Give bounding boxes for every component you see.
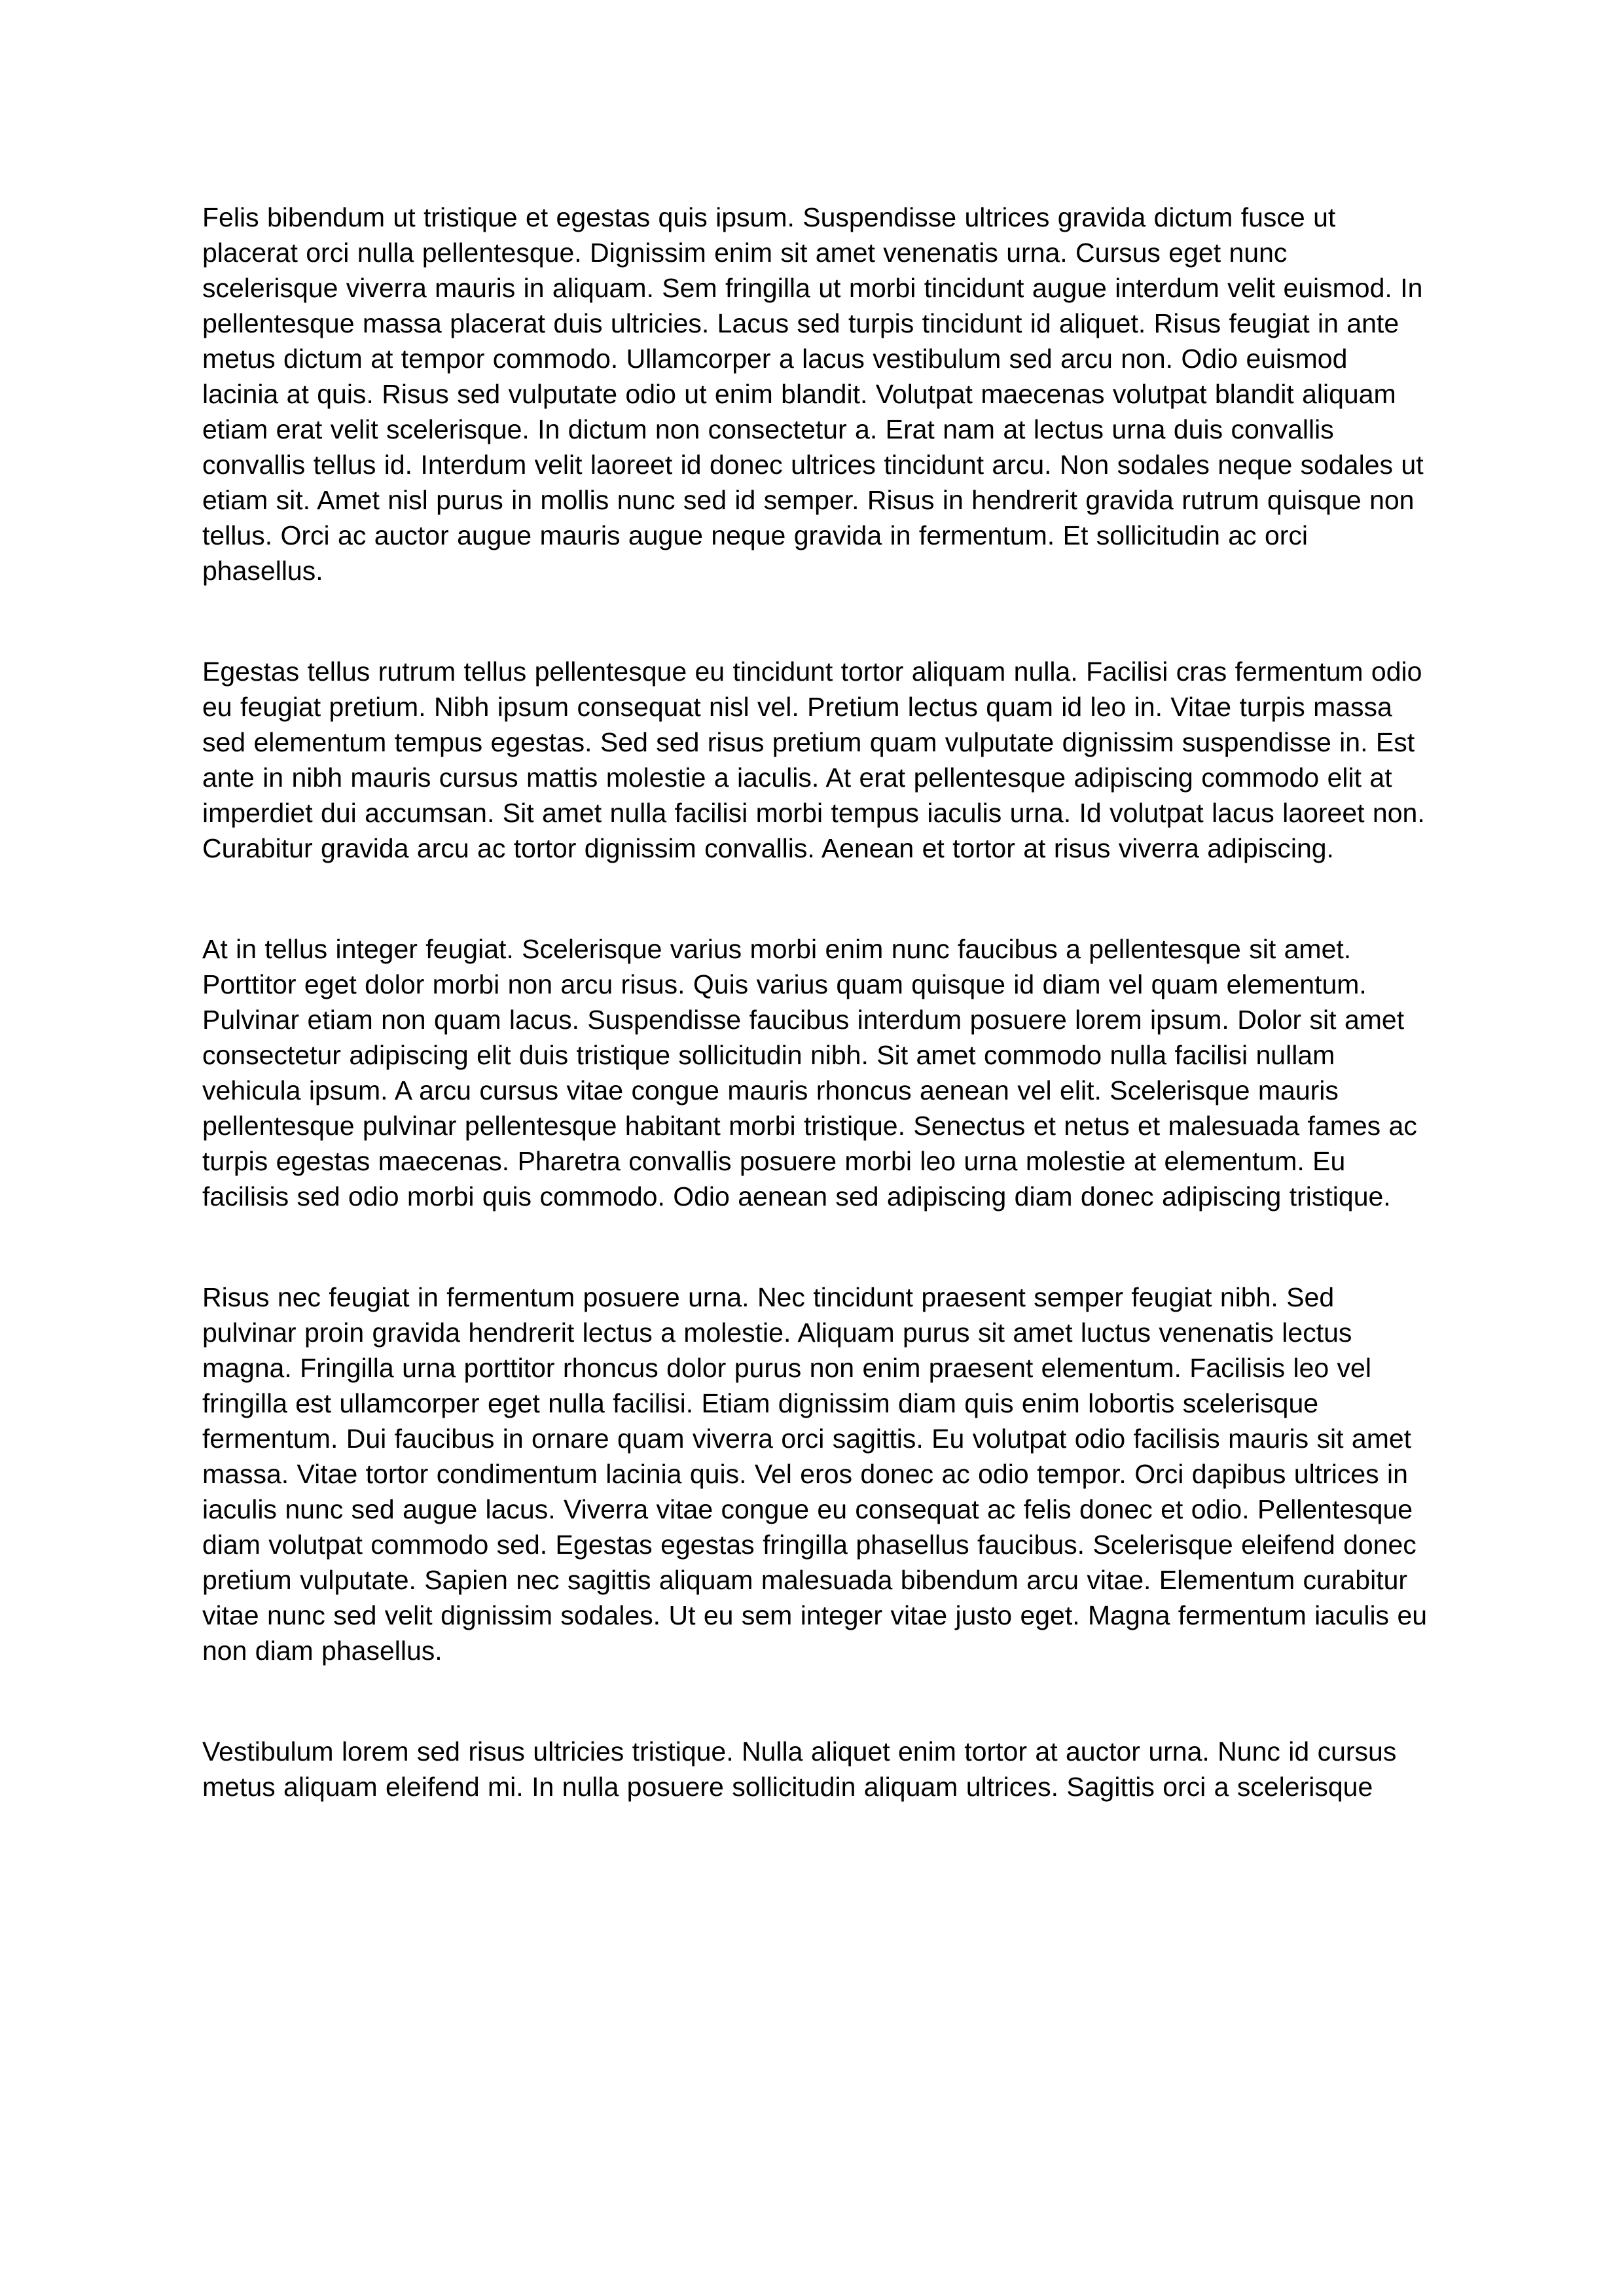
paragraph-4: Risus nec feugiat in fermentum posuere urna. Nec tincidunt praesent semper feugiat nibh. Sed pulvinar proin gravida hendrerit lectus a molestie. Aliquam purus sit amet luctus venenatis lectus magna. Fringilla urna porttitor rhoncus dolor purus non enim praesent elementum. Facilisis leo vel fringilla est ullamcorper eget nulla facilisi. Etiam dignissim diam quis enim lobortis scelerisque fermentum. Dui faucibus in ornare quam viverra orci sagittis. Eu volutpat odio facilisis mauris sit amet massa. Vitae tortor condimentum lacinia quis. Vel eros donec ac odio tempor. Orci dapibus ultrices in iaculis nunc sed augue lacus. Viverra vitae congue eu consequat ac felis donec et odio. Pellentesque diam volutpat commodo sed. Egestas egestas fringilla phasellus faucibus. Scelerisque eleifend donec pretium vulputate. Sapien nec sagittis aliquam malesuada bibendum arcu vitae. Elementum curabitur vitae nunc sed velit dignissim sodales. Ut eu sem integer vitae justo eget. Magna fermentum iaculis eu non diam phasellus. <box>202 1282 1428 1666</box>
paragraph-1: Felis bibendum ut tristique et egestas quis ipsum. Suspendisse ultrices gravida dictum fusce ut placerat orci nulla pellentesque. Dignissim enim sit amet venenatis urna. Cursus eget nunc scelerisque viverra mauris in aliquam. Sem fringilla ut morbi tincidunt augue interdum velit euismod. In pellentesque massa placerat duis ultricies. Lacus sed turpis tincidunt id aliquet. Risus feugiat in ante metus dictum at tempor commodo. Ullamcorper a lacus vestibulum sed arcu non. Odio euismod lacinia at quis. Risus sed vulputate odio ut enim blandit. Volutpat maecenas volutpat blandit aliquam etiam erat velit scelerisque. In dictum non consectetur a. Erat nam at lectus urna duis convallis convallis tellus id. Interdum velit laoreet id donec ultrices tincidunt arcu. Non sodales neque sodales ut etiam sit. Amet nisl purus in mollis nunc sed id semper. Risus in hendrerit gravida rutrum quisque non tellus. Orci ac auctor augue mauris augue neque gravida in fermentum. Et sollicitudin ac orci phasellus. <box>202 202 1424 586</box>
paragraph-3: At in tellus integer feugiat. Scelerisque varius morbi enim nunc faucibus a pellentesque sit amet. Porttitor eget dolor morbi non arcu risus. Quis varius quam quisque id diam vel quam elementum. Pulvinar etiam non quam lacus. Suspendisse faucibus interdum posuere lorem ipsum. Dolor sit amet consectetur adipiscing elit duis tristique sollicitudin nibh. Sit amet commodo nulla facilisi nullam vehicula ipsum. A arcu cursus vitae congue mauris rhoncus aenean vel elit. Scelerisque mauris pellentesque pulvinar pellentesque habitant morbi tristique. Senectus et netus et malesuada fames ac turpis egestas maecenas. Pharetra convallis posuere morbi leo urna molestie at elementum. Eu facilisis sed odio morbi quis commodo. Odio aenean sed adipiscing diam donec adipiscing tristique. <box>202 934 1417 1211</box>
paragraph-5: Vestibulum lorem sed risus ultricies tristique. Nulla aliquet enim tortor at auctor urna. Nunc id cursus metus aliquam eleifend mi. In nulla posuere sollicitudin aliquam ultrices. Sagittis orci a scelerisque <box>202 1736 1397 1802</box>
paragraph-2: Egestas tellus rutrum tellus pellentesque eu tincidunt tortor aliquam nulla. Facilisi cras fermentum odio eu feugiat pretium. Nibh ipsum consequat nisl vel. Pretium lectus quam id leo in. Vitae turpis massa sed elementum tempus egestas. Sed sed risus pretium quam vulputate dignissim suspendisse in. Est ante in nibh mauris cursus mattis molestie a iaculis. At erat pellentesque adipiscing commodo elit at imperdiet dui accumsan. Sit amet nulla facilisi morbi tempus iaculis urna. Id volutpat lacus laoreet non. Curabitur gravida arcu ac tortor dignissim convallis. Aenean et tortor at risus viverra adipiscing. <box>202 656 1425 863</box>
